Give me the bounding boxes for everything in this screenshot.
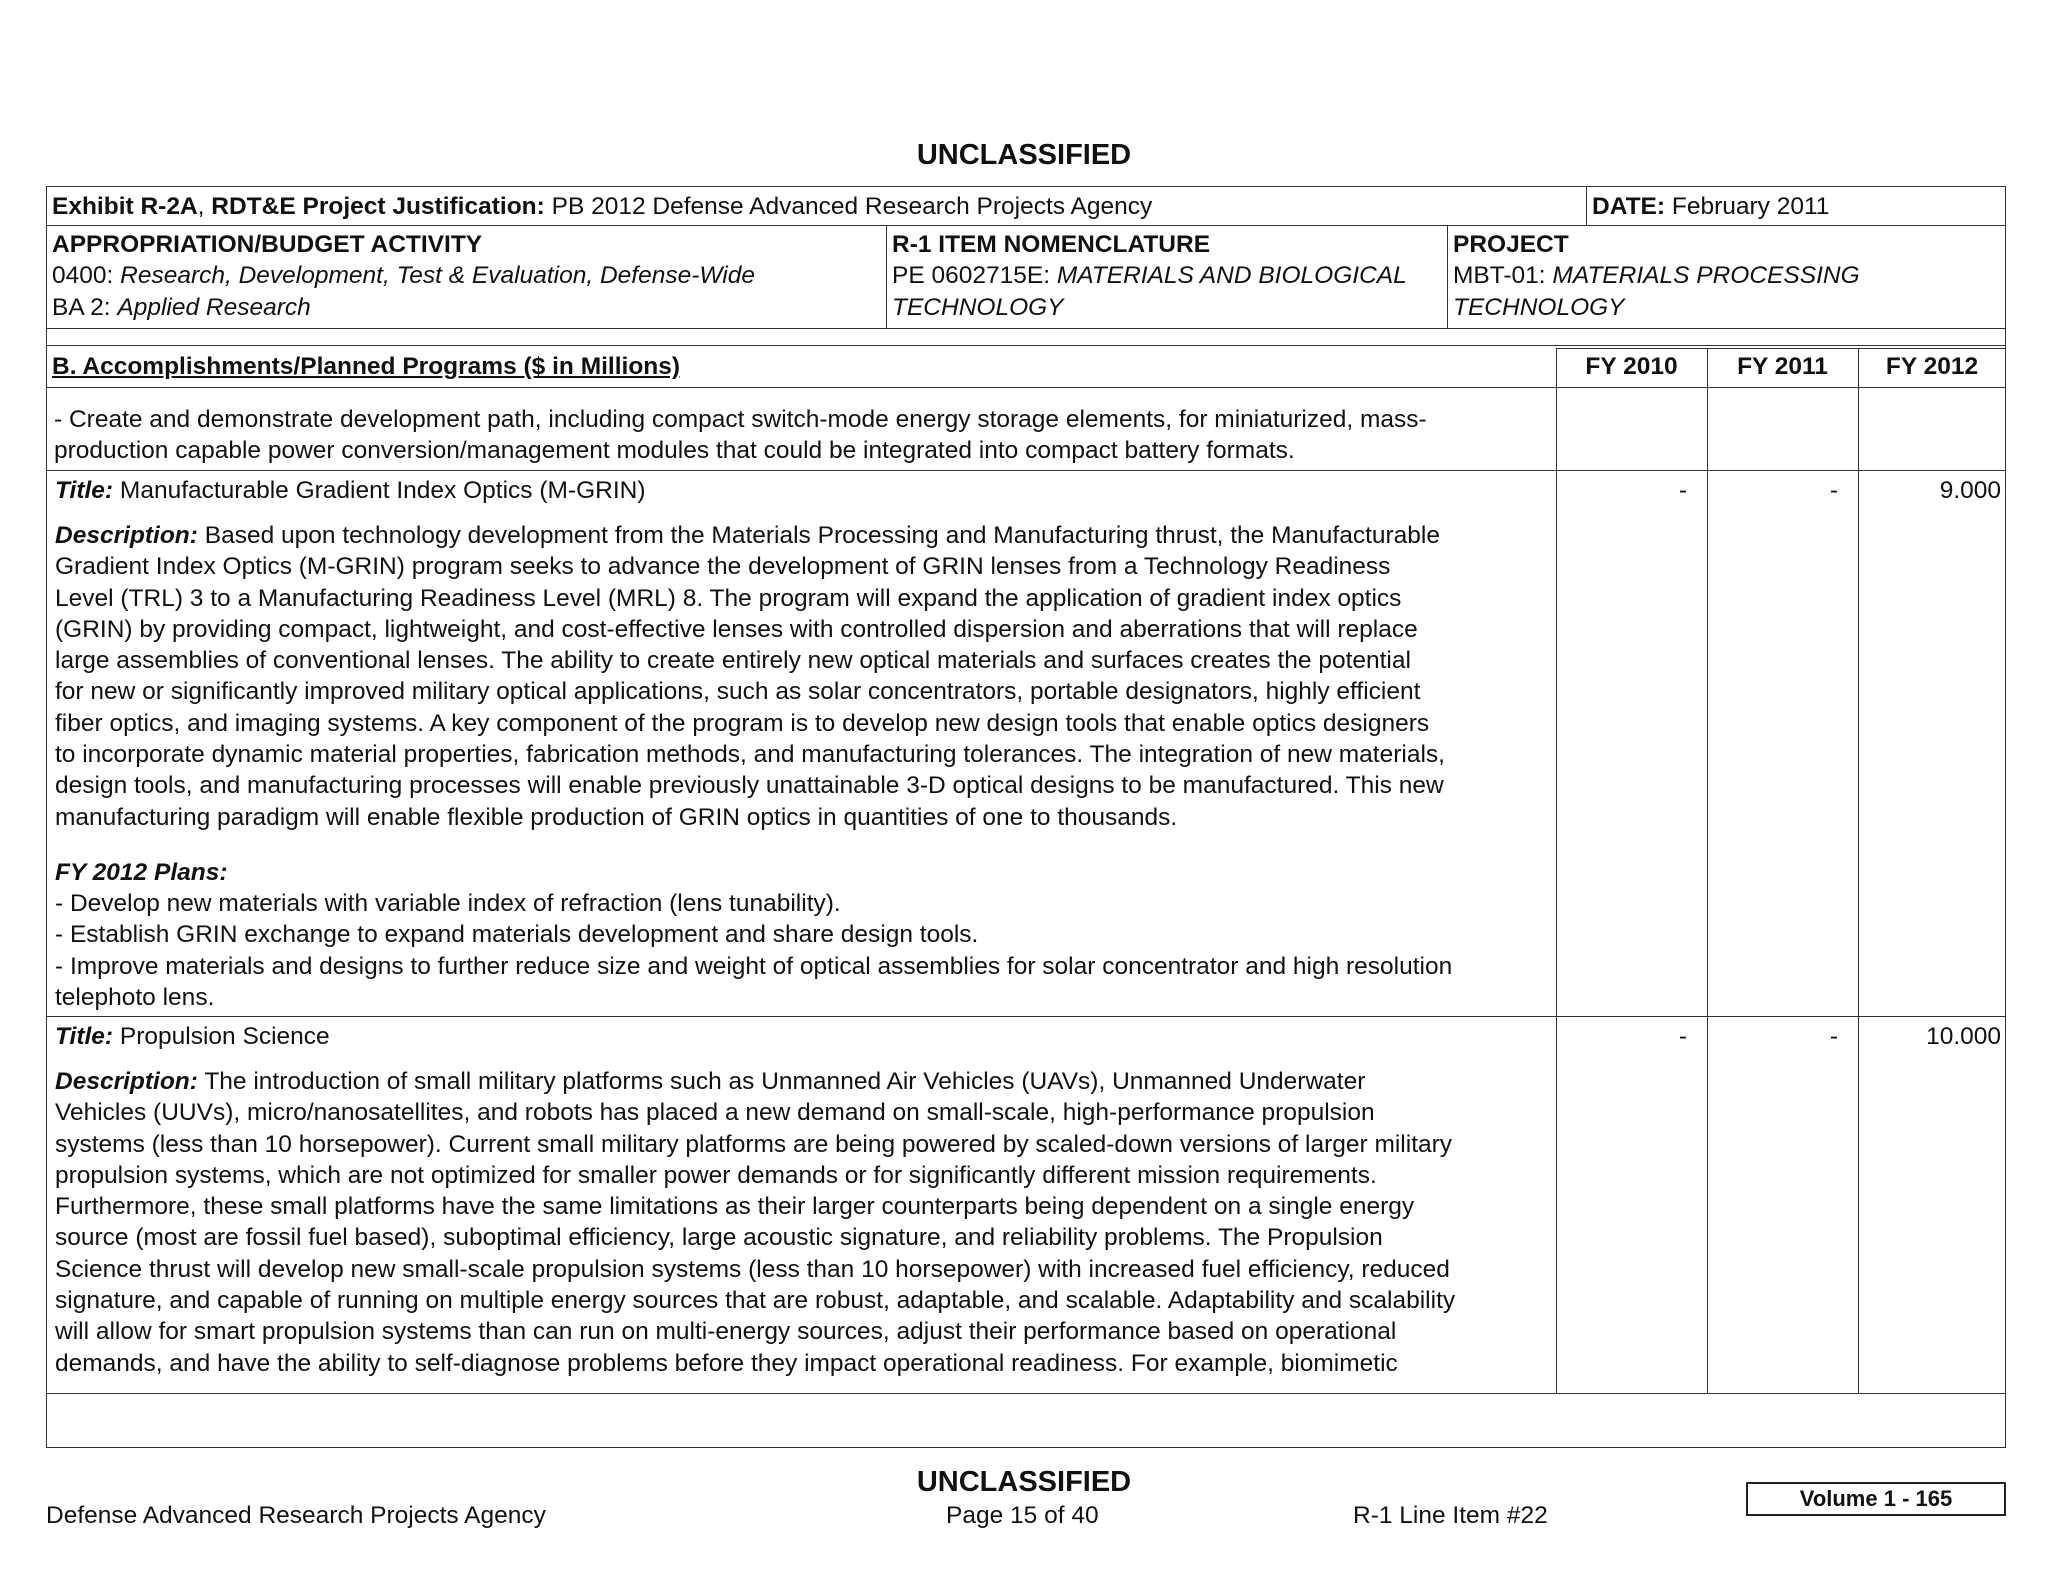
footer-page: Page 15 of 40: [946, 1502, 1099, 1529]
appropriation-text: Research, Development, Test & Evaluation, Defense-Wide: [120, 262, 755, 290]
classification-banner-bottom: UNCLASSIFIED: [916, 1466, 1132, 1498]
description-text: Based upon technology development from the Materials Processing and Manufacturing thrust, the Manufacturable Gradient Index Optics (M-GRIN) program seeks to advance the development of GRIN lenses from a Technology Readiness Level (TRL) 3 to a Manufacturing Readiness Level (MRL) 8. The program will expand the application of gradient index optics (GRIN) by providing compact, lightweight, and cost-effective lenses with controlled dispersion and aberrations that will replace large assemblies of conventional lenses. The ability to create entirely new optical materials and surfaces creates the potential for new or significantly improved military optical applications, such as solar concentrators, portable designators, highly efficient fiber optics, and imaging systems. A key component of the program is to develop new design tools that enable optics designers to incorporate dynamic material properties, fabrication methods, and manufacturing tolerances. The integration of new materials, design tools, and manufacturing processes will enable previously unattainable 3-D optical designs to be manufactured. This new manufacturing paradigm will enable flexible production of GRIN optics in quantities of one to thousands.: [55, 522, 1445, 831]
description-text: The introduction of small military platforms such as Unmanned Air Vehicles (UAVs), Unmanned Underwater Vehicles (UUVs), micro/nanosatellites, and robots has placed a new demand on small-scale, high-performance propulsion systems (less than 10 horsepower). Current small military platforms are being powered by scaled-down versions of larger military propulsion systems, which are not optimized for smaller power demands or for significantly different mission requirements. Furthermore, these small platforms have the same limitations as their larger counterparts being dependent on a single energy source (most are fossil fuel based), suboptimal efficiency, large acoustic signature, and reliability problems. The Propulsion Science thrust will develop new small-scale propulsion systems (less than 10 horsepower) with increased fuel efficiency, reduced signature, and capable of running on multiple energy sources that are robust, adaptable, and scalable. Adaptability and scalability will allow for smart propulsion systems than can run on multi-energy sources, adjust their performance based on operational demands, and have the ability to self-diagnose problems before they impact operational readiness. For example, biomimetic: [55, 1068, 1456, 1377]
exhibit-label: Exhibit R-2A: [52, 193, 198, 220]
justification-value: PB 2012 Defense Advanced Research Projects Agency: [551, 193, 1153, 220]
plans-text-mgrin: - Develop new materials with variable index of refraction (lens tunability). - Establish GRIN exchange to expand materials development and share design tools. - Improve materials and designs to further reduce size and weight of optical assemblies for solar concentrator and high resolution telephoto lens.: [55, 890, 1453, 1011]
value-fy2010: -: [1678, 1023, 1687, 1050]
project-text-cont: TECHNOLOGY: [1453, 293, 1625, 321]
budget-activity-code: BA 2:: [52, 293, 111, 321]
footer-line-item: R-1 Line Item #22: [1353, 1502, 1548, 1529]
r1-item-block: [892, 229, 1407, 323]
footer-agency: Defense Advanced Research Projects Agency: [46, 1502, 546, 1529]
plans-label: FY 2012 Plans:: [55, 859, 228, 886]
r1-item-label: R-1 ITEM NOMENCLATURE: [892, 231, 1211, 258]
item-title-propulsion: [55, 1021, 330, 1052]
continuation-text: - Create and demonstrate development path, including compact switch-mode energy storage elements, for miniaturized, mass- production capable power conversion/management modules that could be integrated into compact battery formats.: [54, 406, 1427, 465]
project-text: MATERIALS PROCESSING: [1552, 262, 1860, 290]
volume-box: Volume 1 - 165: [1746, 1482, 2006, 1516]
appropriation-code: 0400:: [52, 262, 114, 290]
date-field: [1592, 191, 1829, 222]
appropriation-label: APPROPRIATION/BUDGET ACTIVITY: [52, 231, 483, 258]
project-block: [1453, 229, 1860, 323]
column-header-fy2012: FY 2012: [1885, 353, 1979, 380]
description-label: Description:: [55, 1068, 198, 1095]
item-title-mgrin: [55, 475, 645, 506]
item-description-propulsion: [55, 1066, 1575, 1379]
r1-item-text: MATERIALS AND BIOLOGICAL: [1056, 262, 1407, 290]
value-fy2012: 9.000: [1939, 477, 2001, 504]
classification-banner-top: UNCLASSIFIED: [916, 139, 1132, 171]
column-header-fy2011: FY 2011: [1737, 353, 1828, 380]
description-label: Description:: [55, 522, 198, 549]
value-fy2011: -: [1829, 477, 1838, 504]
justification-label: RDT&E Project Justification:: [211, 193, 545, 220]
r1-item-code: PE 0602715E:: [892, 262, 1051, 290]
exhibit-header: Exhibit R-2A, RDT&E Project Justification: PB 2012 Defense Advanced Research Projects Agency: [52, 193, 1153, 220]
section-heading: B. Accomplishments/Planned Programs ($ in Millions): [52, 353, 681, 380]
title-label: Title:: [55, 1023, 114, 1050]
title-text: Manufacturable Gradient Index Optics (M-GRIN): [119, 477, 646, 504]
project-label: PROJECT: [1453, 231, 1569, 258]
budget-activity-text: Applied Research: [117, 293, 311, 321]
r1-item-text-cont: TECHNOLOGY: [892, 293, 1064, 321]
value-fy2011: -: [1829, 1023, 1838, 1050]
project-code: MBT-01:: [1453, 262, 1546, 290]
title-label: Title:: [55, 477, 114, 504]
item-description-mgrin: [55, 520, 1575, 833]
value-fy2012: 10.000: [1926, 1023, 2001, 1050]
date-value: February 2011: [1671, 193, 1830, 220]
title-text: Propulsion Science: [119, 1023, 330, 1050]
value-fy2010: -: [1678, 477, 1687, 504]
appropriation-block: [52, 229, 755, 323]
column-header-fy2010: FY 2010: [1585, 353, 1678, 380]
date-label: DATE:: [1592, 193, 1666, 220]
